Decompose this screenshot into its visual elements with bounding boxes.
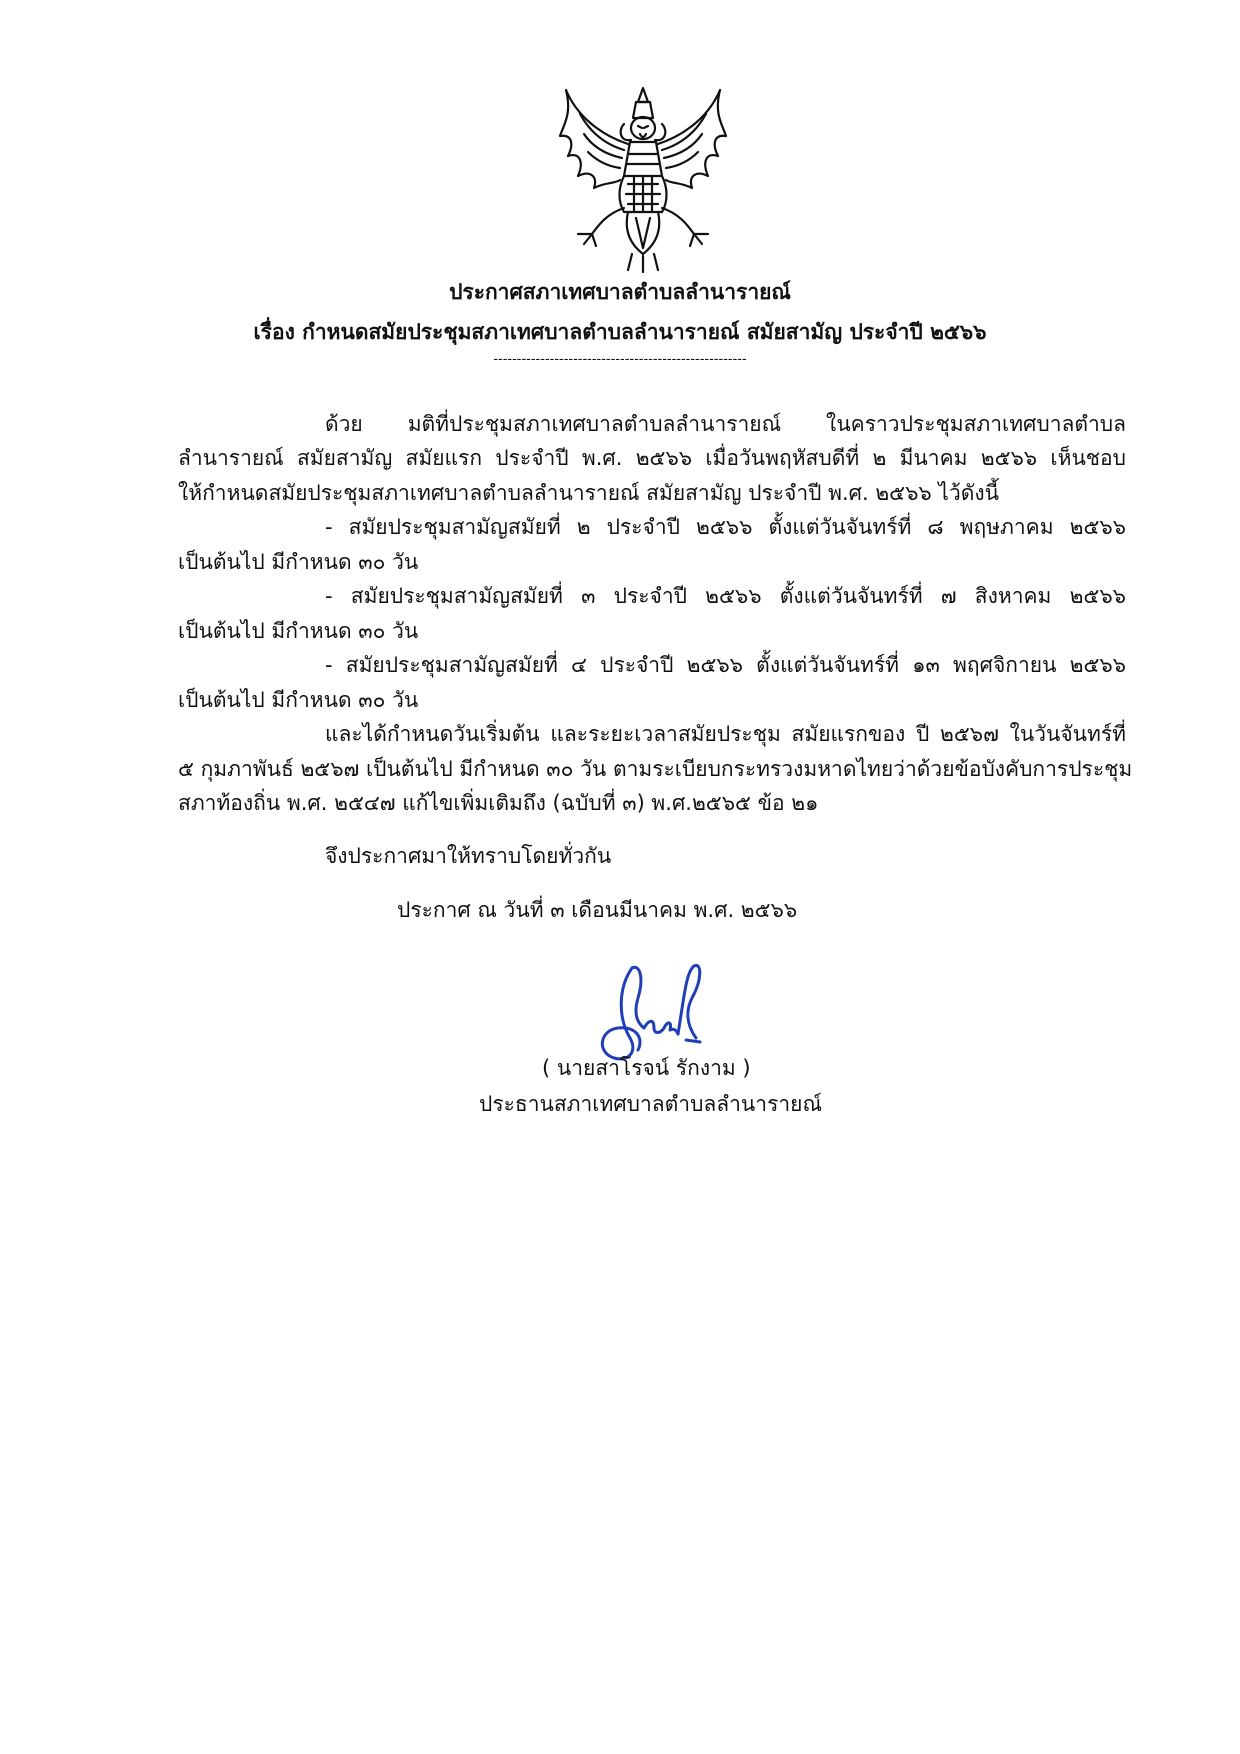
body-line: - สมัยประชุมสามัญสมัยที่ ๓ ประจำปี ๒๕๖๖ ตั้งแต่วันจันทร์ที่ ๗ สิงหาคม ๒๕๖๖ — [325, 584, 1126, 608]
body-line: - สมัยประชุมสามัญสมัยที่ ๔ ประจำปี ๒๕๖๖ ตั้งแต่วันจันทร์ที่ ๑๓ พฤศจิกายน ๒๕๖๖ — [325, 653, 1126, 677]
signer-position: ประธานสภาเทศบาลตำบลลำนารายณ์ — [479, 1092, 822, 1116]
document-subject: เรื่อง กำหนดสมัยประชุมสภาเทศบาลตำบลลำนารายณ์ สมัยสามัญ ประจำปี ๒๕๖๖ — [253, 320, 987, 344]
body-line: ด้วย มติที่ประชุมสภาเทศบาลตำบลลำนารายณ์ ในคราวประชุมสภาเทศบาลตำบล — [325, 412, 1126, 436]
document-title: ประกาศสภาเทศบาลตำบลลำนารายณ์ — [449, 280, 791, 304]
body-line: ลำนารายณ์ สมัยสามัญ สมัยแรก ประจำปี พ.ศ. ๒๕๖๖ เมื่อวันพฤหัสบดีที่ ๒ มีนาคม ๒๕๖๖ เห็นชอบ — [178, 446, 1126, 470]
signer-name: ( นายสาโรจน์ รักงาม ) — [542, 1056, 751, 1080]
separator-line: ------------------------------------------------------ — [493, 352, 747, 367]
body-line: ๕ กุมภาพันธ์ ๒๕๖๗ เป็นต้นไป มีกำหนด ๓๐ วัน ตามระเบียบกระทรวงมหาดไทยว่าด้วยข้อบังคับการประชุม — [178, 757, 1133, 781]
announcement-date: ประกาศ ณ วันที่ ๓ เดือนมีนาคม พ.ศ. ๒๕๖๖ — [397, 898, 798, 922]
body-line: สภาท้องถิ่น พ.ศ. ๒๕๔๗ แก้ไขเพิ่มเติมถึง (ฉบับที่ ๓) พ.ศ.๒๕๖๕ ข้อ ๒๑ — [178, 791, 819, 815]
body-line: และได้กำหนดวันเริ่มต้น และระยะเวลาสมัยประชุม สมัยแรกของ ปี ๒๕๖๗ ในวันจันทร์ที่ — [325, 722, 1126, 746]
closing-statement: จึงประกาศมาให้ทราบโดยทั่วกัน — [325, 844, 612, 868]
body-line: เป็นต้นไป มีกำหนด ๓๐ วัน — [178, 550, 419, 574]
garuda-emblem-icon — [558, 84, 728, 274]
body-line: - สมัยประชุมสามัญสมัยที่ ๒ ประจำปี ๒๕๖๖ ตั้งแต่วันจันทร์ที่ ๘ พฤษภาคม ๒๕๖๖ — [325, 515, 1126, 539]
body-line: เป็นต้นไป มีกำหนด ๓๐ วัน — [178, 688, 419, 712]
body-line: เป็นต้นไป มีกำหนด ๓๐ วัน — [178, 619, 419, 643]
body-line: ให้กำหนดสมัยประชุมสภาเทศบาลตำบลลำนารายณ์ สมัยสามัญ ประจำปี พ.ศ. ๒๕๖๖ ไว้ดังนี้ — [178, 481, 999, 505]
